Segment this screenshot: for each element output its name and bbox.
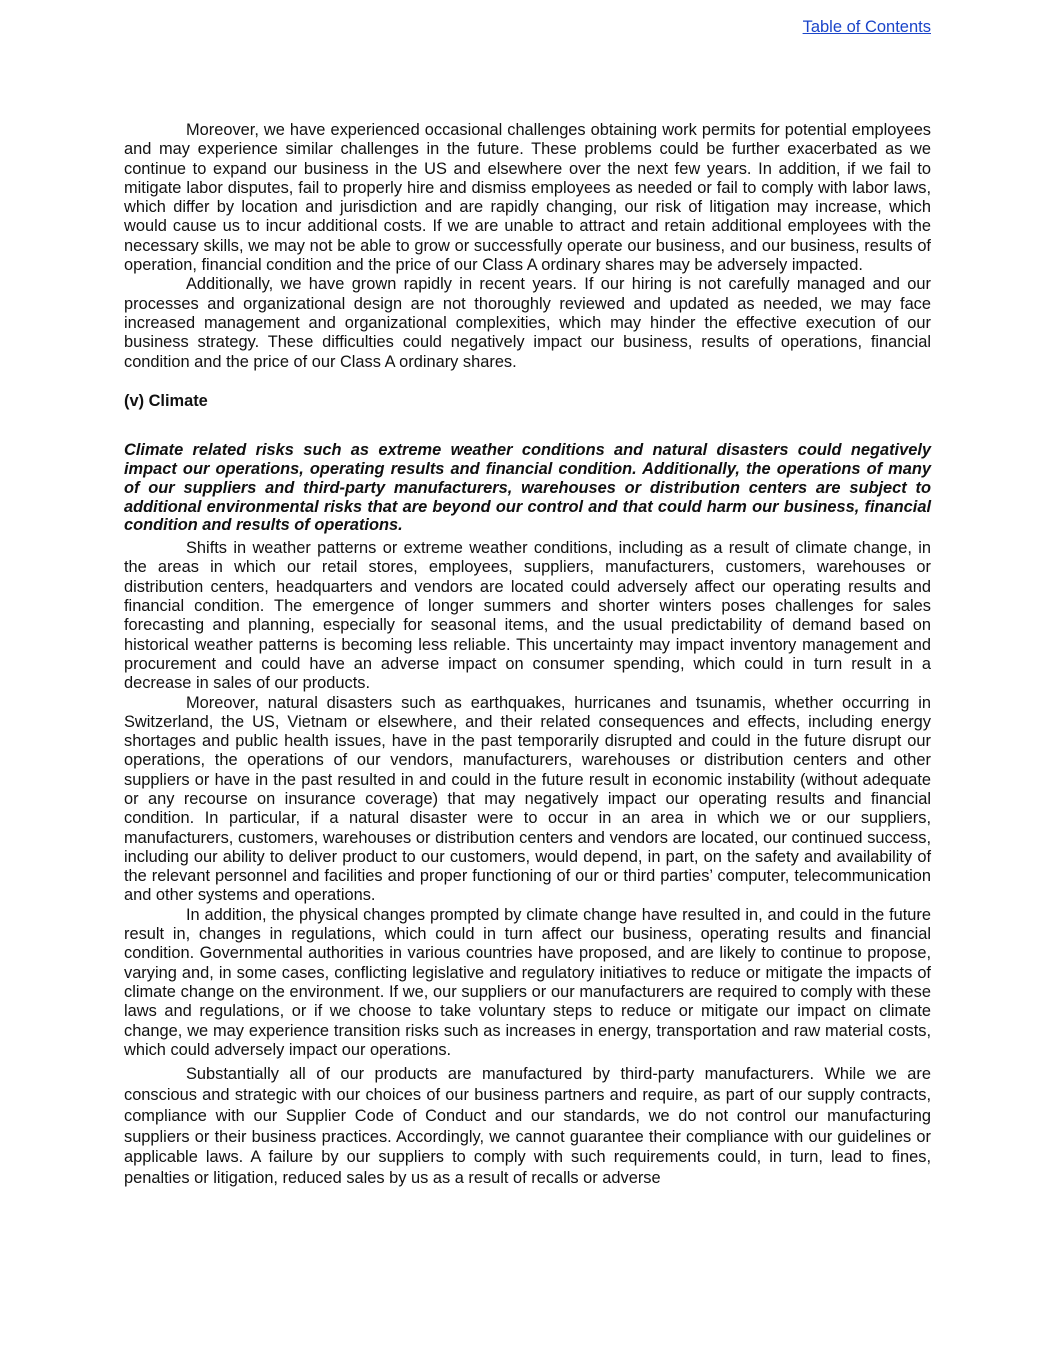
paragraph-regulations: In addition, the physical changes prompted by climate change have resulted in, and could in the future result in, changes in regulations, which could in turn affect our business, operating results and financial condition. Governmental authorities in various countries have proposed, and are likely to continue to propose, varying and, in some cases, conflicting legislative and regulatory initiatives to reduce or mitigate the impacts of climate change on the environment. If we, our suppliers or our manufacturers are required to comply with these laws and regulations, or if we choose to take voluntary steps to reduce or mitigate our impact on climate change, we may experience transition risks such as increases in energy, transportation and raw material costs, which could adversely impact our operations.: [124, 905, 931, 1059]
paragraph-weather-shifts: Shifts in weather patterns or extreme weather conditions, including as a result of climate change, in the areas in which our retail stores, employees, suppliers, manufacturers, customers, warehouses or distribution centers, headquarters and vendors are located could adversely affect our operating results and financial condition. The emergence of longer summers and shorter winters poses challenges for sales forecasting and planning, especially for seasonal items, and the usual predictability of demand based on historical weather patterns is becoming less reliable. This uncertainty may impact inventory management and procurement and could have an adverse impact on consumer spending, which could in turn result in a decrease in sales of our products.: [124, 539, 931, 693]
paragraph-natural-disasters: Moreover, natural disasters such as earthquakes, hurricanes and tsunamis, whether occurring in Switzerland, the US, Vietnam or elsewhere, and their related consequences and effects, including energy shortages and public health issues, have in the past temporarily disrupted and could in the future disrupt our operations, the operations of our vendors, manufacturers, warehouses or distribution centers and other suppliers or have in the past resulted in and could in the future result in economic instability (without adequate or any recourse on insurance coverage) that may negatively impact our operating results and financial condition. In particular, if a natural disaster were to occur in an area in which we or our suppliers, manufacturers, customers, warehouses or distribution centers and vendors are located, our continued success, including our ability to deliver product to our customers, would depend, in part, on the safety and availability of the relevant personnel and facilities and proper functioning of our or third parties’ computer, telecommunication and other systems and operations.: [124, 693, 931, 905]
section-heading-climate: (v) Climate: [124, 391, 208, 410]
table-of-contents-link[interactable]: Table of Contents: [802, 18, 931, 36]
paragraph-rapid-growth: Additionally, we have grown rapidly in recent years. If our hiring is not carefully managed and our processes and organizational design are not thoroughly reviewed and updated as needed, we may face increased management and organizational complexities, which may hinder the effective execution of our business strategy. These difficulties could negatively impact our business, results of operations, financial condition and the price of our Class A ordinary shares.: [124, 275, 931, 371]
paragraph-work-permits: Moreover, we have experienced occasional challenges obtaining work permits for potential employees and may experience similar challenges in the future. These problems could be further exacerbated as we continue to expand our business in the US and elsewhere over the next few years. In addition, if we fail to mitigate labor disputes, fail to properly hire and dismiss employees as needed or fail to comply with labor laws, which differ by location and jurisdiction and are rapidly changing, our risk of litigation may increase, which would cause us to incur additional costs. If we are unable to attract and retain additional employees with the necessary skills, we may not be able to grow or successfully operate our business, and our business, results of operation, financial condition and the price of our Class A ordinary shares may be adversely impacted.: [124, 121, 931, 275]
risk-factor-heading: Climate related risks such as extreme weather conditions and natural disasters could negatively impact our operations, operating results and financial condition. Additionally, the operations of many of our suppliers and third-party manufacturers, warehouses or distribution centers are subject to additional environmental risks that are beyond our control and that could harm our business, financial condition and results of operations.: [124, 441, 931, 535]
paragraph-third-party-manufacturers: Substantially all of our products are manufactured by third-party manufacturers. While we are conscious and strategic with our choices of our business partners and require, as part of our supply contracts, compliance with our Supplier Code of Conduct and our standards, we do not control our manufacturing suppliers or their business practices. Accordingly, we cannot guarantee their compliance with our guidelines or applicable laws. A failure by our suppliers to comply with such requirements could, in turn, lead to fines, penalties or litigation, reduced sales by us as a result of recalls or adverse: [124, 1065, 931, 1188]
document-body: [124, 121, 931, 1189]
